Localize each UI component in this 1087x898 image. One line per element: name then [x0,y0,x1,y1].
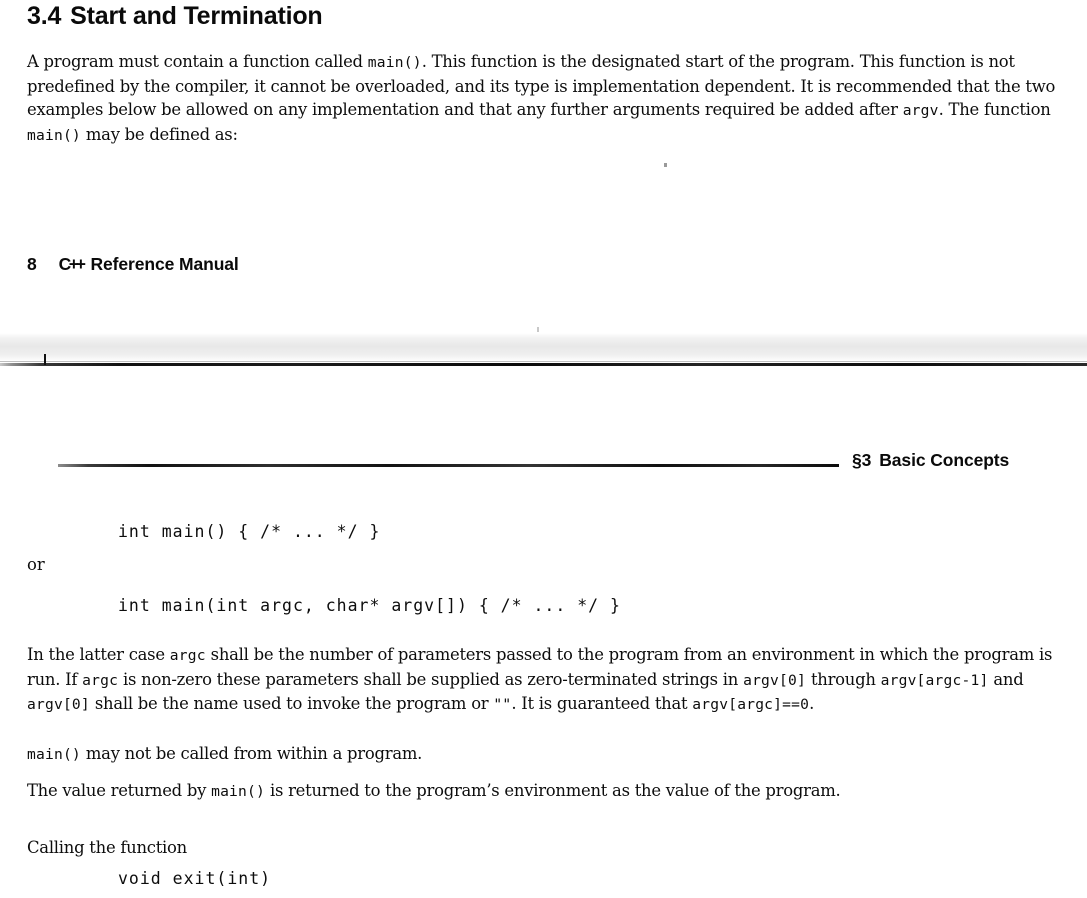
section-heading [27,2,322,31]
section-title: Start and Termination [70,2,323,30]
inline-text: may be defined as: [80,124,238,144]
running-head-rule [58,464,839,467]
page-break-scan-tick [44,354,46,365]
inline-code: main() [27,746,81,763]
inline-text: Calling the function [27,838,187,857]
running-head-label: Basic Concepts [879,450,1010,470]
inline-text: The value returned by [27,781,212,800]
inline-text: . [809,694,815,713]
paragraph-argc-argv [27,643,1057,717]
rich-paragraph [27,645,1052,713]
inline-text: shall be the number of parameters passed to the program from an environment in which the program is run. If [27,645,1053,689]
inline-code: main() [27,126,81,144]
inline-code: argc [169,647,206,664]
page-break-scan-line-soft [0,361,1087,362]
inline-text: A program must contain a function called [27,52,368,71]
section-number: 3.4 [27,2,62,30]
inline-code: argv[0] [27,696,90,713]
scan-speck [664,163,667,167]
rich-paragraph [27,838,187,857]
paragraph-calling-the-function [27,836,1057,860]
inline-code: argv[argc]==0 [692,696,810,713]
inline-code: argv[0] [743,671,806,689]
manual-title-c: C [58,254,72,274]
inline-text: shall be the name used to invoke the program or [89,694,494,713]
paragraph-start-and-termination [27,50,1057,147]
inline-code: main() [367,54,422,71]
inline-text: . The function [938,100,1051,119]
inline-code: argv [902,102,939,119]
manual-title-rest: Reference Manual [85,254,239,274]
code-block-main-argc-argv: int main(int argc, char* argv[]) { /* ... */ } [118,596,621,615]
code-block-main-simple: int main() { /* ... */ } [118,522,381,541]
inline-code: main() [211,783,265,800]
connector-or: or [27,555,45,574]
page-number: 8 [27,254,37,274]
rich-paragraph [27,744,422,763]
paragraph-main-not-callable [27,742,1057,767]
inline-text: through [805,669,881,689]
inline-text: is non-zero these parameters shall be supplied as zero-terminated strings in [118,669,744,689]
inline-text: is returned to the program’s environment as the value of the program. [265,781,841,800]
code-block-void-exit: void exit(int) [118,869,272,888]
running-head-section-mark: §3 [852,450,872,470]
manual-title [59,254,239,274]
inline-text: In the latter case [27,645,170,664]
inline-code: argv[argc-1] [880,671,989,689]
scan-speck-upper [537,327,539,332]
inline-text: may not be called from within a program. [80,744,423,763]
rich-paragraph [27,781,840,800]
inline-code: argc [82,671,119,689]
running-head [852,450,1009,471]
page-break-scan-band [0,333,1087,360]
page-break-scan-line [0,363,1087,366]
paragraph-return-value [27,779,1057,804]
page-footer [27,254,239,275]
manual-title-plusplus: ++ [68,254,83,274]
inline-text: . It is guaranteed that [511,694,693,713]
rich-paragraph [27,52,1055,144]
inline-text: . This function is the designated start of the program. This function is not predefined by the compiler, it cannot be overloaded, and its type is implementation dependent. It is recommended that the two examples below be allowed on any implementation and that any further arguments required be added after [27,52,1056,119]
inline-text: and [988,669,1024,689]
inline-code: "" [493,696,512,713]
